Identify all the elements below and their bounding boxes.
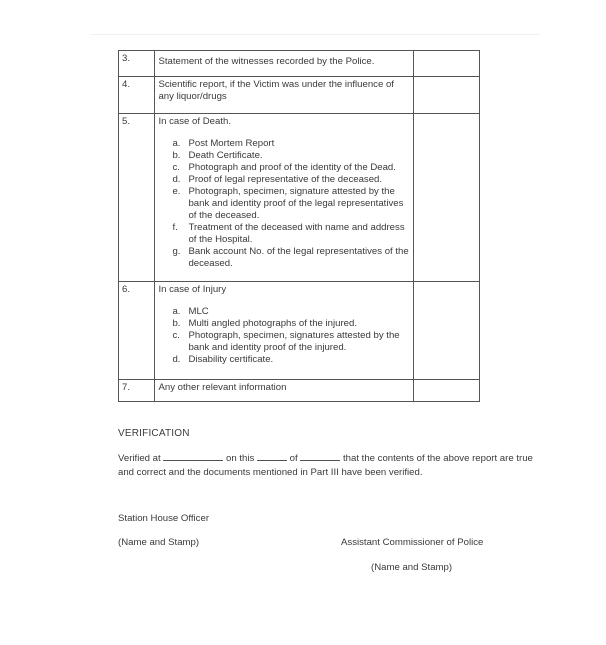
row-text: Statement of the witnesses recorded by the Police. <box>158 56 375 67</box>
row-text: In case of Death. <box>158 116 231 127</box>
table-row <box>119 282 480 380</box>
row-number: 7. <box>119 380 155 402</box>
list-item: g. Bank account No. of the legal representatives of the deceased. <box>172 246 409 269</box>
list-item: b. Multi angled photographs of the injured. <box>172 318 357 329</box>
row-number: 3. <box>119 51 155 77</box>
row-number: 6. <box>119 282 155 380</box>
row-text: Any other relevant information <box>158 382 287 393</box>
row-text: Scientific report, if the Victim was under the influence of any liquor/drugs <box>158 79 394 102</box>
row-description <box>155 380 414 402</box>
of-label: of <box>289 453 298 464</box>
row-remarks-cell <box>414 114 480 282</box>
death-documents-list <box>158 138 410 270</box>
day-blank <box>257 451 287 461</box>
list-item: c. Photograph and proof of the identity of the Dead. <box>172 162 396 173</box>
row-description <box>155 51 414 77</box>
table-row <box>119 380 480 402</box>
table-row <box>119 114 480 282</box>
sho-name-and-stamp: (Name and Stamp) <box>118 537 200 548</box>
verified-at-label: Verified at <box>118 453 161 464</box>
on-this-label: on this <box>226 453 255 464</box>
acp-name-and-stamp: (Name and Stamp) <box>371 562 453 573</box>
list-item: a. MLC <box>172 306 209 317</box>
verification-rest: that the contents of the above report are true and correct and the documents mentioned in Part III have been verified. <box>118 453 533 478</box>
acp-label: Assistant Commissioner of Police <box>341 537 484 548</box>
row-remarks-cell <box>414 77 480 114</box>
documents-table <box>118 50 480 402</box>
list-item: d. Disability certificate. <box>172 354 274 365</box>
list-item: d. Proof of legal representative of the deceased. <box>172 174 383 185</box>
verification-heading: VERIFICATION <box>118 428 190 439</box>
place-blank <box>163 451 223 461</box>
list-item: e. Photograph, specimen, signature attested by the bank and identity proof of the legal representatives of the deceased. <box>172 186 404 221</box>
row-description <box>155 77 414 114</box>
list-item: b. Death Certificate. <box>172 150 263 161</box>
table-row <box>119 51 480 77</box>
station-house-officer-label: Station House Officer <box>118 513 210 524</box>
row-remarks-cell <box>414 282 480 380</box>
table-row <box>119 77 480 114</box>
month-blank <box>300 451 340 461</box>
list-item: f. Treatment of the deceased with name and address of the Hospital. <box>172 222 405 245</box>
row-number: 5. <box>119 114 155 282</box>
row-text: In case of Injury <box>158 284 227 295</box>
row-remarks-cell <box>414 380 480 402</box>
page-top-rule <box>90 34 540 35</box>
row-description <box>155 114 414 282</box>
row-remarks-cell <box>414 51 480 77</box>
list-item: a. Post Mortem Report <box>172 138 275 149</box>
verification-statement <box>118 451 538 480</box>
injury-documents-list <box>158 306 410 366</box>
list-item: c. Photograph, specimen, signatures attested by the bank and identity proof of the injured. <box>172 330 400 353</box>
row-number: 4. <box>119 77 155 114</box>
row-description <box>155 282 414 380</box>
